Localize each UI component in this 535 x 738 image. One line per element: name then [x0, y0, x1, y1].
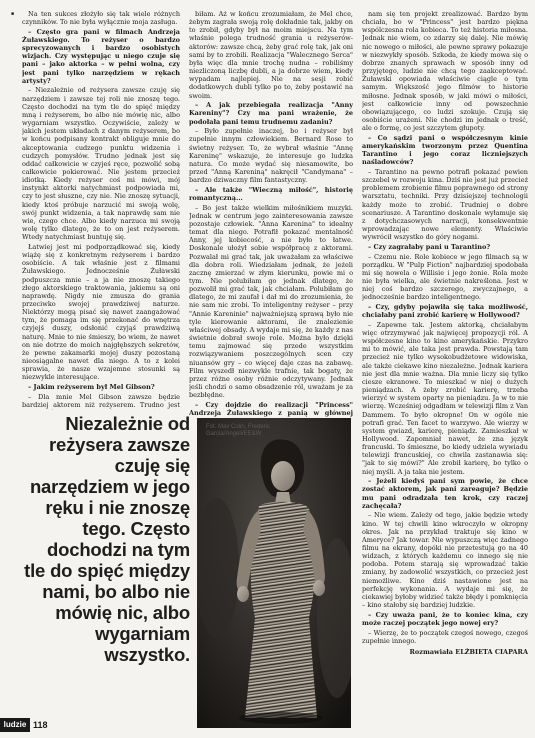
- article-paragraph: – Dla mnie Mel Gibson zawsze będzie bardziej aktorem niż reżyserem. Trudno jest: [22, 392, 180, 409]
- article-paragraph: – Bo jest także wielkim miłośnikiem muzyki. Jednak w centrum jego zainteresowania zawsze pozostaje człowiek. "Anna Karenina" to idealny temat dla niego. Potrafił pokazać mentalność Anny, jej kobiecość, a nie było to łatwe. Doskonale ułożył sobie współpracę z aktorami. Pozwalał mi grać tak, jak uważałam za właściwe dla dobra roli. Wiedziałam jednak, że jeżeli zacznę zmierzać w złym kierunku, powie mi o tym. Nie polubiłam go jednak dlatego, że pozwolił mi grać tak, jak chciałam. Polubiłam go dlatego, że mi zaufał i dał mi do zrozumienia, że nie sam nic zrobi. To inteligentny reżyser – przy "Annie Kareninie" najważniejszą sprawą było nie tyle kierowanie aktorami, ile znalezienie właściwej obsady. A wydaje mi się, że każdy z nas świetnie dobrał swoje role. Można było dzięki temu zajmować się przede wszystkim rozwiązywaniem poszczególnych scen czy niuansów gry – co więcej daje czas na zabawę. Film wyszedł niezwykle trafnie, tak bogaty, że przez różne osoby różnie odczytywany. Jednak jeśli chodzi o samo obsadzenie ról, uważam je za bezbłędne.: [189, 203, 353, 400]
- page-number: 118: [33, 720, 48, 730]
- magazine-name: ludzie: [0, 718, 30, 732]
- article-paragraph: nam się ten projekt zrealizować. Bardzo bym chciała, bo w "Princess" jest bardzo piękna wspólczesna rola kobieca. To też historia miłosna. Jednak nie wiem, co zdarzy się dalej. Nie mówię nic nowego o miłości, ale pewne sprawy pokazuje w niezwykły sposób. Szkoda, że kiedy mowa się o dobrze znanych sprawach w sposób inny od przyjętego, ludzie nie chcą tego zaakceptować. Żuławski opowiada właściwie ciągle o tym samym. Większość jego filmów to historie miłosne. Jednak sposób, w jaki mówi o miłości, jest całkowicie inny od powszechnie obowiązującego, co ludzi szokuje. Czują się osobiście urażeni. Nie chodzi im jednak o treść, ale o formę, co jest szczytem głupoty.: [362, 10, 528, 133]
- article-paragraph: – Niezależnie od reżysera zawsze czuję się narzędziem i zawsze tej roli nie znoszę tego. Często dochodzi na tym tle do spięć między mną i reżyserem, bo albo nie mówię nic, albo wygarniam wszystko. Oczywiście, zależy w jakich jestem układach z danym reżyserem, bo w końcu podpisany kontrakt obliguje mnie do akceptowania cudzego punktu widzenia i cudzych pomysłów. Trudno jednak jest się oddać całkowicie w czyjeś ręce, pozwolić sobą całkowicie pokierować. Nie jestem przecież idiotką. Kiedy reżyser coś mi mówi, mój instynkt aktorki natychmiast podpowiada mi, czy to jest słuszne, czy nie. Nie znoszę sytuacji, kiedy ktoś próbuje narzucić mi swoją wolę, swój punkt widzenia, a tak naprawdę sam nie wie, czego chce. Albo kiedy narzuca mi swoją wolę tylko dlatego, że to on jest reżyserem. Wtedy natychmiast buntuję się.: [22, 86, 180, 242]
- article-paragraph: – Było zupełnie inaczej, bo i reżyser był zupełnie innym człowiekiem. Bernard Rose to świetny reżyser. To, że wybrał właśnie "Annę Kareninę" wskazuje, że interesuje go ludzka natura. Co może wydać się niesamowite, bo przed "Anną Kareniną" nakręcił "Candymana" – bardzo dziwaczny film fantastyczny.: [189, 127, 353, 185]
- article-column-2: [189, 10, 353, 418]
- interview-question: – Czy, gdyby pojawiła się taka możliwość, chciałaby pani zrobić karierę w Hollywood?: [362, 302, 528, 320]
- interview-question: – Czy uważa pani, że to koniec kina, czy może raczej początek jego nowej ery?: [362, 610, 528, 627]
- article-paragraph: biłam. Aż w końcu zrozumiałam, że Mel chce, żebym zagrała swoją rolę dokładnie tak, jakby on to zrobił, gdyby był na moim miejscu. Na tym właśnie polega trudność grania u reżyserów-aktorów: zawsze chcą, żeby grać rolę tak, jak oni sami by to zrobili. Realizacja "Walecznego Serca" była więc dla mnie trochę nudna – robiliśmy niezliczoną liczbę dubli, a ja dobrze wiem, kiedy wypadam najlepiej. Nie na sesji robić dodatkowych dubli tylko po to, żeby postawić na swoim.: [189, 10, 353, 100]
- interview-question: – Co sądzi pani o współczesnym kinie amerykańskim tworzonym przez Quentina Tarantino i jego coraz liczniejszych naśladowców?: [362, 133, 528, 167]
- author-signature: Rozmawiała ELŻBIETA CIAPARA: [409, 647, 528, 656]
- interview-question: – A jak przebiegała realizacja "Anny Kareniny"? Czy ma pani wrażenie, że podołała pani temu trudnemu zadaniu?: [189, 101, 353, 126]
- article-paragraph: Na ten sukces złożyło się tak wiele różnych czynników. To nie była wyłącznie moja zasługa.: [22, 10, 180, 27]
- column-marker: ■: [11, 11, 15, 17]
- interview-question: – Często gra pani w filmach Andrzeja Żuławskiego. To reżyser o bardzo sprecyzowanych i bardzo osobistych wizjach. Czy występując u niego czuje się pani – jako aktorka – w pełni wolna, czy jest pani tylko narzędziem w rękach artysty?: [22, 27, 180, 85]
- photo-image: [197, 418, 351, 728]
- article-paragraph: – Czemu nie. Role kobiece w jego filmach są w porządku. W "Pulp Fiction" najbardziej spodobała mi się nowela o Willisie i jego żonie. Rola może nie była wielka, ale świetnie nakreślona. Jest w niej coś bardzo szczerego, zwyczajnego, a jednocześnie bardzo inteligentnego.: [362, 252, 528, 302]
- pull-quote: Niezależnie od reżysera zawsze czuję się narzędziem w jego ręku i nie znoszę tego. Często dochodzi na tym tle do spięć między nami, bo albo nie mówię nic, albo wygarniam wszystko.: [24, 413, 190, 665]
- interview-question: – Jeżeli kiedyś pani sym powie, że chce zostać aktorem, jak pani zareaguje? Będzie mu pani odradzała ten krok, czy raczej zachęcała?: [362, 477, 528, 510]
- interview-question: – Czy dojdzie do realizacji "Princess" Andrzeja Żuławskiego z panią w głównej: [189, 400, 353, 417]
- article-column-1: [22, 10, 180, 410]
- photo-credit: Fot. Max Colin, Frederic Garcia/Angeli/EE&W: [206, 424, 271, 437]
- article-paragraph: – Nie wiem. Zależy od tego, jakie będzie wtedy kino. W tej chwili kino wkroczyło w okropny okres. Jak na przykład traktuje się kino w Ameryce? Jak towar. Nie wypuszczą więc żadnego filmu na ekrany, dopóki nie przetestują go na 40 widzach, z których każdemu co innego się nie podoba. Potem starają się wprowadzać takie zmiany, by zadowolić wszystkich, co przecież jest niemożliwe. Kino dziś nastawione jest na perfekcję wykonania. A wydaje mi się, że ciekawiej byłoby widzieć także błędy i pomknięcia – kino stałoby się bardziej ludzkie.: [362, 511, 528, 610]
- photo-woman-in-striped-dress: [197, 418, 351, 728]
- page-footer: [0, 718, 200, 736]
- article-column-3: [362, 10, 528, 725]
- interview-question: – Ale także "Wieczną miłość", historię romantyczną...: [189, 185, 353, 202]
- article-paragraph: – Tarantino na pewno potrafi pokazać pewien szczebel w rozwoju kina. Dziś nie jest już przecież problemem zrobienie filmu poprawnego od strony warsztatu, techniki. Przy dzisiejszej technologii każdy może to zrobić. Trudniej o dobre scenariusze. A Tarantino doskonale wyłamuje się z dotychczasowych narracji, konsekwentnie wprowadzając nowe elementy. Właściwie wywrócił wszystko do góry nogami.: [362, 167, 528, 242]
- article-paragraph: – Zapewne tak. Jestem aktorką, chciałabym więc otrzymywać jak najwięcej propozycji ról. A współczesne kino to kino amerykańskie. Przykro mi to mówić, ale taka jest prawda. Powstają tam przecież nie tylko wysokobudżetowe widowiska, ale także ciekawe kino niezależne. Jednak kariera nie jest dla mnie ważna. Dla mnie liczy się tylko ciesze ekranowe. To mieszkać w niej o dużych pieniądzach. A żeby zrobić karierę, trzeba wierzyć w system oparty na pieniądzu. Ja w to nie wierzę. Wcześniej odgadłam w telewizji film z Van Dammem. To było okropne! On w ogóle nie potrafi grać. Ten facet to warzywo. Ale wierzy w system gwiazd, karierę, pieniądz. Zamieszkał w Hollywood. Zapomniał nawet, że zna język francuski. To śmieszne, bo kiedy udziela wywiadu telewizji francuskiej, co chwila zastanawia się: "jak to się mówi?" Ale zrobił karierę, bo tylko o niej myśli. A ja taka nie jestem.: [362, 320, 528, 476]
- interview-question: – Czy zagrałaby pani u Tarantino?: [368, 242, 491, 251]
- interview-question: – Jakim reżyserem był Mel Gibson?: [28, 383, 155, 392]
- article-paragraph: – Wierzę, że to początek czegoś nowego, czegoś zupełnie innego.: [362, 628, 528, 645]
- article-paragraph: Łatwiej jest mi podporządkować się, kiedy wiążę się z konkretnym reżyserem i bardzo osobiście. A tak właśnie jest z filmami Żuławskiego. Jednocześnie Żuławski podpuszcza mnie – a ja nie znoszę takiego złego aktorskiego traktowania, jakiemu są oni naprawdę. Nigdy nie zmusza do grania przeciwko swojej prawdziwej naturze. Niektórzy mogą pisać się nawet zaangażować tym, że pomaga im się przekonać do wnętrza czyjejś duszy, odsłonić czyjąś prawdziwą naturę. Mnie to nie śmieszy, bo wiem, że nawet on nie dotrze do moich najgłębszych sekretów, że pewne zakamarki mojej duszy pozostaną nieosiągalne nawet dla niego. A to z kolei sprawia, że nasze wzajemne stosunki są niezwykle interesujące.: [22, 242, 180, 382]
